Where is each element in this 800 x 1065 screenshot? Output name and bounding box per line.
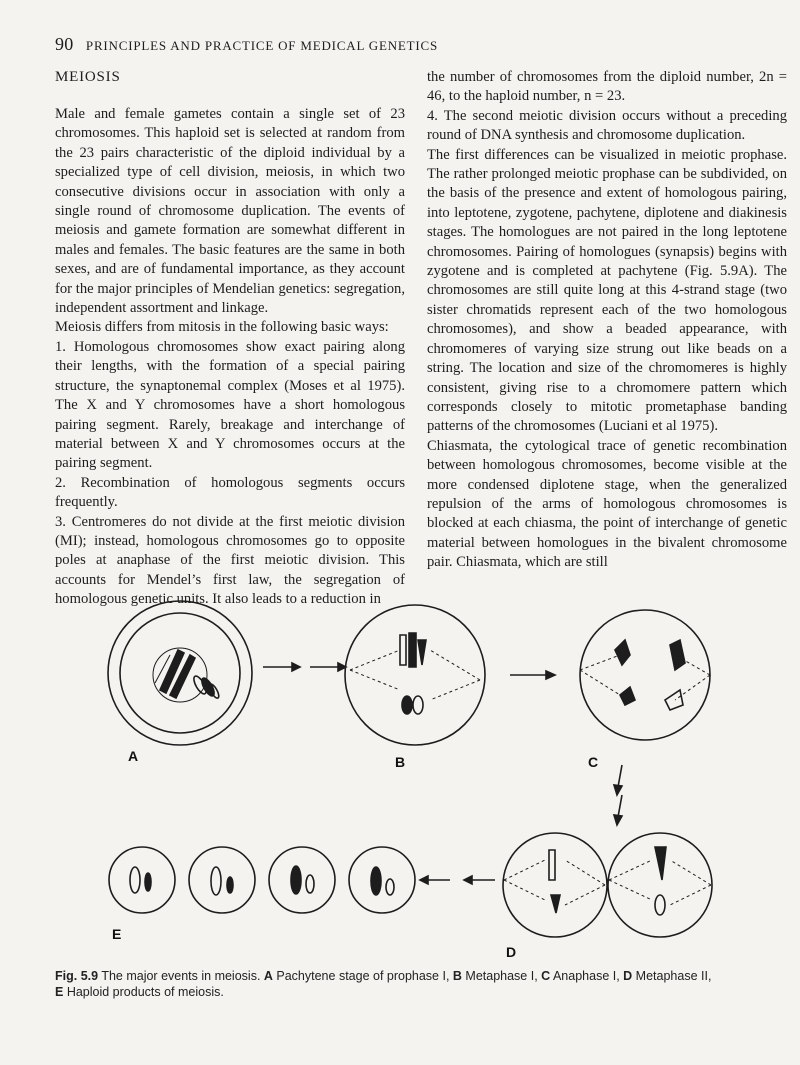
caption-text-c: Anaphase I, [550,969,624,983]
caption-text-b: Metaphase I, [461,969,542,983]
section-heading: MEIOSIS [55,69,121,85]
running-title: PRINCIPLES AND PRACTICE OF MEDICAL GENETICS [85,38,439,53]
caption-key-d: D [623,969,633,983]
cell-a-pachytene [108,601,252,745]
arrow-b-c [510,671,555,679]
page-number: 90 [55,34,74,54]
caption-text-e: Haploid products of meiosis. [63,985,224,999]
label-b: B [395,754,406,770]
paragraph: Meiosis differs from mitosis in the following basic ways: [55,319,389,336]
cell-e-haploid-1 [109,847,175,913]
cell-b-metaphase-i [345,605,485,745]
running-head [55,34,755,55]
caption-text-d: Metaphase II, [632,969,712,983]
label-c: C [588,754,599,770]
paragraph: 3. Centromeres do not divide at the first meiotic division (MI); instead, homologous chromosomes go to opposite poles at anaphase of the first meiotic division. This accounts for Mendel’s first law, the segregation of homologous genetic units. It also leads to a reduction in [55,513,405,608]
caption-fig-label: Fig. 5.9 [55,969,99,983]
figure-caption [55,968,775,1000]
caption-key-b: B [452,969,462,983]
paragraph: the number of chromosomes from the diploid number, 2n = 46, to the haploid number, n = 23. [427,69,787,105]
meiosis-figure [100,595,800,965]
paragraph: 2. Recombination of homologous segments occurs frequently. [55,474,405,511]
caption-intro: The major events in meiosis. [98,969,264,983]
cell-d-metaphase-ii-right [608,833,712,937]
paragraph: 1. Homologous chromosomes show exact pairing along their lengths, with the formation of a special pairing structure, the synaptonemal complex (Moses et al 1975). The X and Y chromosomes have a short homologous pairing segment. Rarely, breakage and interchange of material between X and Y chromosomes occurs at the pairing segment. [55,338,405,472]
paragraph: The first differences can be visualized in meiotic prophase. The rather prolonged meiotic prophase can be subdivided, on the basis of the presence and extent of homologous pairing, into leptotene, zygotene, pachytene, diplotene and diakinesis stages. The homologues are not paired in the long leptotene chromosomes. Pairing of homologues (synapsis) begins with zygotene and is completed at pachytene (Fig. 5.9A). The chromosomes are still quite long at this 4-strand stage (two sister chromatids represent each of the two homologous chromosomes), and show a beaded appearance, with chromomeres of varying size strung out like beads on a string. The location and size of the chromomeres is highly consistent, giving rise to a chromomere pattern which corresponds closely to mitotic prometaphase banding patterns of the chromosomes (Luciani et al 1975). [427,146,787,435]
right-column [427,68,787,573]
caption-key-a: A [263,969,273,983]
cell-c-anaphase-i [580,610,710,740]
label-e: E [112,926,122,942]
caption-text-a: Pachytene stage of prophase I, [272,969,453,983]
arrow-a-b [263,663,346,671]
cell-e-haploid-3 [269,847,335,913]
caption-key-e: E [55,985,64,999]
paragraph: 4. The second meiotic division occurs without a preceding round of DNA synthesis and chromosome duplication. [427,107,787,144]
cell-e-haploid-4 [349,847,415,913]
meiosis-diagram [100,595,800,965]
paragraph: Male and female gametes contain a single set of 23 chromosomes. This haploid set is selected at random from the 23 pairs characteristic of the diploid individual by a specialized type of cell division, meiosis, in which two consecutive divisions occur in association with only a single round of chromosome duplication. The events of meiosis and gamete formation are somewhat different in males and females. The basic features are the same in both sexes, and are of fundamental importance, as they account for the major principles of Mendelian genetics: segregation, independent assortment and linkage. [55,106,405,317]
label-a: A [128,748,139,764]
paragraph: Chiasmata, the cytological trace of genetic recombination between homologous chromosomes, become visible at the more condensed diplotene stage, when the generalized repulsion of the arms of homologous chromosomes is blocked at each chiasma, the point of interchange of genetic material between homologues in the bivalent chromosome pair. Chiasmata, which are still [427,437,787,571]
arrow-c-d [614,765,622,825]
caption-key-c: C [541,969,551,983]
arrow-d-e [420,876,495,884]
left-column [55,68,405,610]
label-d: D [506,944,517,960]
cell-d-metaphase-ii-left [503,833,607,937]
cell-e-haploid-2 [189,847,255,913]
